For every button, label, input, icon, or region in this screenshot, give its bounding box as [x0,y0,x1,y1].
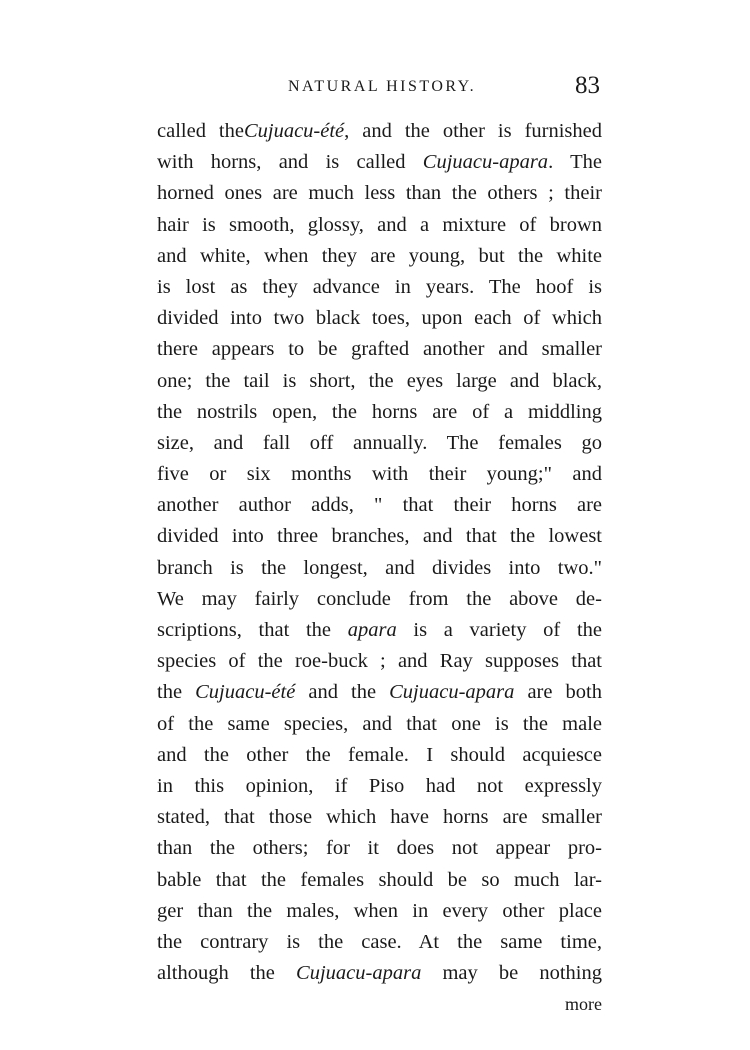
text-line [157,428,602,459]
text-segment: one; the tail is short, the eyes large and black, [157,369,602,392]
text-line [157,833,602,864]
text-line [157,366,602,397]
text-line [157,210,602,241]
text-segment: size, and fall off annually. The females go [157,431,602,454]
text-segment: the [157,681,196,704]
text-line [157,303,602,334]
text-line [157,771,602,802]
text-line [157,241,602,272]
text-segment: scriptions, that the [157,619,348,641]
text-line [157,709,602,740]
text-segment: branch is the longest, and divides into two." [157,556,602,579]
text-segment: is a variety of the [396,619,602,641]
text-line [157,584,602,615]
text-line [157,116,602,147]
text-line [157,958,602,989]
page-number: 83 [575,72,600,99]
text-line [157,865,602,896]
text-segment: the contrary is the case. At the same time, [157,930,602,953]
text-line [157,615,602,646]
text-line [157,459,602,490]
text-segment: horned ones are much less than the others ; their [157,182,602,205]
text-segment: divided into three branches, and that the lowest [157,525,602,548]
text-segment: with horns, and is called [157,151,423,174]
italic-text: Cujuacu-apara [296,962,422,985]
text-segment: another author adds, " that their horns are [157,494,602,517]
text-segment: and white, when they are young, but the white [157,244,602,267]
catchword: more [565,994,602,1015]
text-segment: is lost as they advance in years. The hoof is [157,275,602,298]
text-line [157,521,602,552]
text-line [157,178,602,209]
text-segment: hair is smooth, glossy, and a mixture of brown [157,213,602,236]
text-segment: bable that the females should be so much lar- [157,868,602,891]
text-segment: although the [157,962,297,985]
italic-text: Cujuacu-apara [422,151,549,174]
text-line [157,740,602,771]
body-text [157,116,602,1020]
italic-text: Cujuacu-été [243,120,345,142]
text-segment: than the others; for it does not appear pro- [157,837,602,860]
text-segment: stated, that those which have horns are smaller [157,806,602,829]
text-segment: , and the other is furnished [344,120,602,142]
text-line [157,334,602,365]
text-line [157,646,602,677]
text-segment: are both [514,681,602,704]
text-line [157,272,602,303]
text-segment: may be nothing [421,962,602,985]
text-segment: there appears to be grafted another and smaller [157,338,602,361]
italic-text: apara [347,619,397,641]
text-segment: We may fairly conclude from the above de- [157,587,602,610]
italic-text: Cujuacu-apara [389,681,515,704]
text-line [157,147,602,178]
text-segment: species of the roe-buck ; and Ray supposes that [157,650,602,673]
italic-text: Cujuacu-été [195,681,296,704]
text-segment: and the other the female. I should acquiesce [157,743,602,766]
text-line [157,553,602,584]
text-line [157,802,602,833]
text-segment: and the [295,681,390,704]
text-segment: the nostrils open, the horns are of a middling [157,400,602,423]
text-segment: five or six months with their young;" and [157,463,602,486]
text-line [157,490,602,521]
text-segment: in this opinion, if Piso had not expressly [157,774,602,797]
text-segment: called the [157,120,244,142]
text-line [157,397,602,428]
text-line [157,677,602,708]
running-title: NATURAL HISTORY. [288,78,477,95]
text-line [157,927,602,958]
text-segment: ger than the males, when in every other place [157,899,602,922]
text-segment: divided into two black toes, upon each of which [157,307,602,330]
text-segment: of the same species, and that one is the male [157,712,602,735]
text-line [157,896,602,927]
running-head [160,72,602,106]
text-segment: . The [548,151,602,174]
